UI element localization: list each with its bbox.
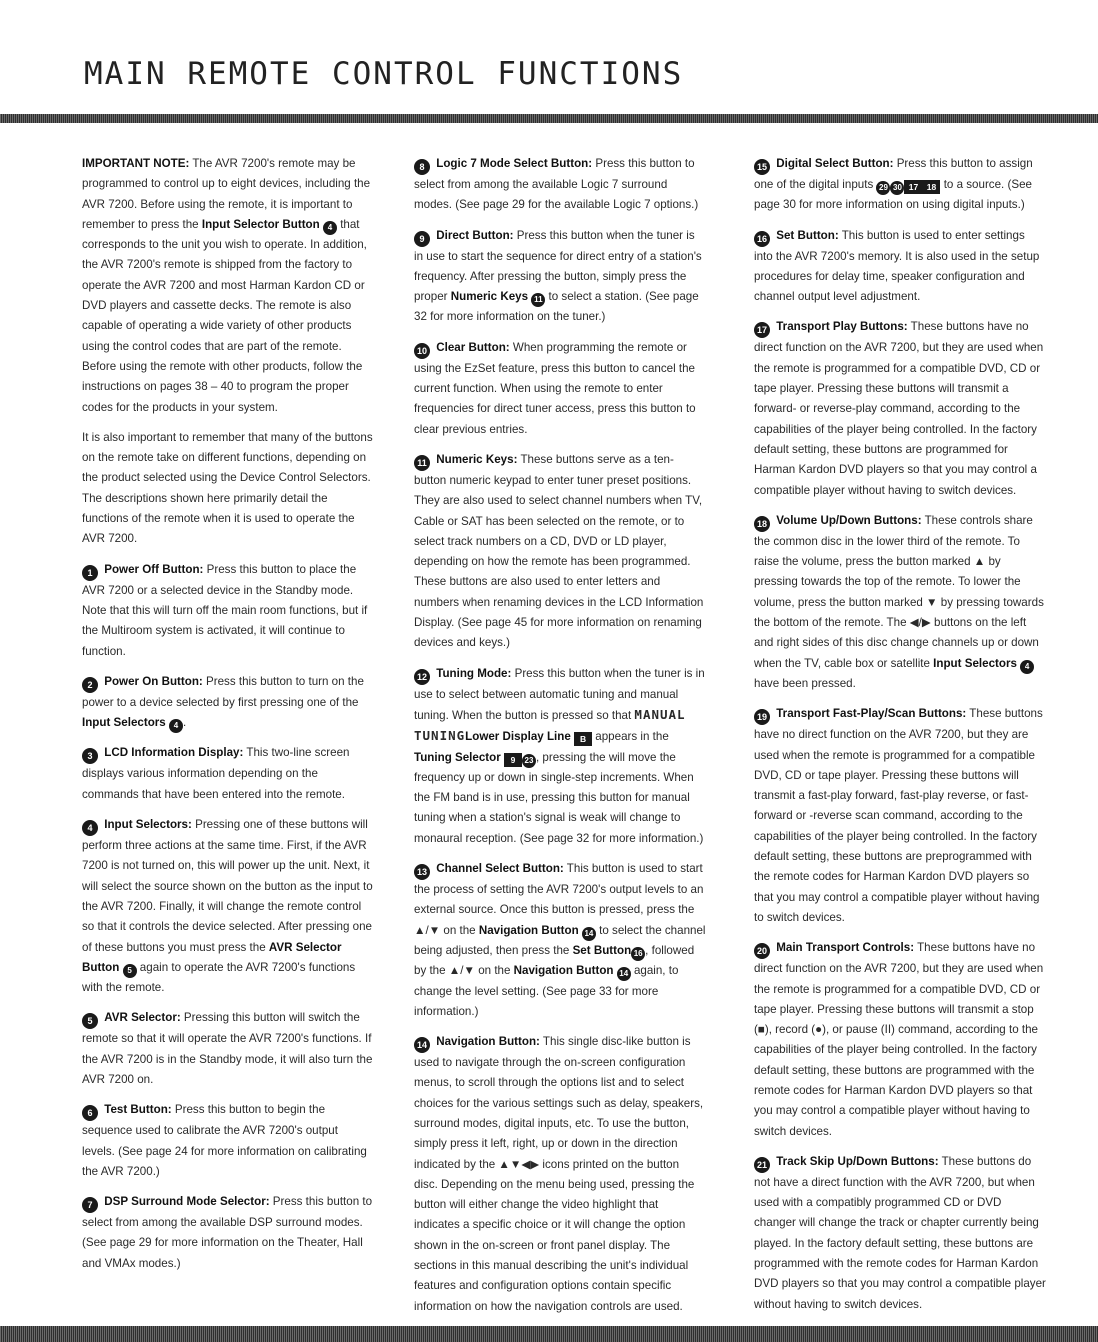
digital-input-ref: 29: [876, 181, 890, 195]
bold-term: Power Off Button:: [104, 562, 204, 576]
function-item-4: [82, 815, 374, 998]
bold-term: Input Selector Button: [201, 217, 320, 231]
body-text: appears in the: [592, 730, 669, 744]
callout-number: 17: [754, 322, 770, 338]
body-text: will move the frequency up or down in single-step increments. When the FM band is in use, pressing this button for manual tuning when a station's signal is weak will change to monaural reception. (See page 32 for more information.): [414, 750, 704, 845]
digital-input-ref: 30: [890, 181, 904, 195]
bold-term: Tuning Selector: [414, 750, 501, 764]
function-item-17: [754, 317, 1046, 500]
display-ref: B: [574, 732, 592, 746]
body-text: that corresponds to the unit you wish to operate. In addition, the AVR 7200's remote is shipped from the factory to operate the AVR 7200 and most Harman Kardon CD or DVD players and cassette decks. The remote is also capable of operating a wide variety of other products using the control codes that are part of the remote. Before using the remote with other products, follow the instructions on pages 38 – 40 to program the proper codes for the products in your system.: [82, 217, 367, 414]
body-text: , pressing the: [535, 750, 609, 764]
bold-term: Transport Play Buttons:: [776, 320, 908, 334]
function-item-10: [414, 338, 706, 440]
function-item-12: [414, 664, 706, 849]
callout-number: 3: [82, 748, 98, 764]
callout-ref: 14: [582, 927, 596, 941]
bold-term: Power On Button:: [104, 674, 203, 688]
body-text: Press this button to place the AVR 7200 or a selected device in the Standby mode. Note that this will turn off the main room functions, but if the Multiroom system is activated, it will continue to function.: [82, 562, 368, 658]
body-text: These buttons have no direct function on the AVR 7200, but they are used when the remote is programmed for a compatible DVD, CD or tape player. Pressing these buttons will transmit a forward- or reverse-play command, according to the capabilities of the player being controlled. In the factory default setting, these buttons are programmed for Harman Kardon DVD players so that you may control a compatible player without having to switch devices.: [754, 320, 1044, 497]
body-text: This single disc-like button is used to navigate through the on-screen configuration menus, to scroll through the options list and to select choices for the various settings such as delay, speakers, surround modes, digital inputs, etc. To use the button, simply press it left, right, up or down in the direction indicated by the ▲▼◀▶ icons printed on the button disc. Depending on the menu being used, pressing the button will either change the video highlight that indicates a specific choice or it will change the option shown in the on-screen or front panel display. The sections in this manual describing the unit's individual features and configuration options contain specific information on how the navigation controls are used.: [414, 1035, 704, 1313]
digital-input-ref: 18: [922, 180, 940, 194]
function-item-14: [414, 1032, 706, 1317]
function-item-15: [754, 154, 1046, 216]
callout-ref: 14: [617, 967, 631, 981]
bold-term: Transport Fast-Play/Scan Buttons:: [776, 707, 967, 721]
callout-number: 2: [82, 677, 98, 693]
body-text: Press this button when the tuner is in use to start the sequence for direct entry of a station's frequency. After pressing the button, simply press the proper: [414, 228, 702, 304]
display-ref: 9: [504, 753, 522, 767]
callout-number: 19: [754, 709, 770, 725]
callout-number: 1: [82, 565, 98, 581]
callout-number: 5: [82, 1013, 98, 1029]
function-item-6: [82, 1100, 374, 1182]
bold-term: AVR Selector Button: [82, 940, 342, 974]
body-text: The AVR 7200's remote may be programmed to control up to eight devices, including the AVR 7200. Before using the remote, it is important to remember to press the: [82, 157, 371, 231]
bold-term: Navigation Button: [513, 964, 614, 978]
callout-number: 16: [754, 231, 770, 247]
bold-term: Set Button: [572, 943, 632, 957]
bold-term: Navigation Button: [478, 923, 579, 937]
function-item-18: [754, 511, 1046, 694]
bold-term: Numeric Keys: [450, 290, 529, 304]
bold-term: Input Selectors: [933, 656, 1017, 670]
bold-term: LCD Information Display:: [104, 746, 244, 760]
body-text: to a source. (See page 30 for more information on using digital inputs.): [754, 178, 1032, 212]
column-1: [82, 154, 374, 1284]
function-item-16: [754, 226, 1046, 308]
function-item-20: [754, 938, 1046, 1142]
callout-number: 14: [414, 1037, 430, 1053]
bold-term: Volume Up/Down Buttons:: [776, 513, 922, 527]
callout-ref: 23: [522, 754, 536, 768]
bold-term: Digital Select Button:: [776, 157, 894, 170]
function-item-8: [414, 154, 706, 216]
bold-term: Main Transport Controls:: [776, 941, 915, 955]
bold-term: Input Selectors: [82, 716, 166, 730]
callout-ref: 4: [169, 719, 183, 733]
callout-number: 7: [82, 1197, 98, 1213]
body-text: It is also important to remember that many of the buttons on the remote take on different functions, depending on the product selected using the Device Control Selectors. The descriptions shown here primarily detail the functions of the remote when it is used to operate the AVR 7200.: [82, 430, 373, 546]
body-text: Press this button to assign one of the digital inputs: [754, 157, 1033, 191]
callout-number: 15: [754, 159, 770, 175]
function-item-9: [414, 226, 706, 328]
body-text: This two-line screen displays various information depending on the commands that have been entered into the remote.: [82, 746, 350, 801]
body-text: Press this button to select from among the available Logic 7 surround modes. (See page 29 for the available Logic 7 options.): [414, 157, 699, 212]
function-item-1: [82, 560, 374, 662]
body-text: .: [182, 716, 187, 730]
bold-term: Logic 7 Mode Select Button:: [436, 157, 593, 170]
body-text: Pressing this button will switch the remote so that it will operate the AVR 7200's functions. If the AVR 7200 is in the Standby mode, it will also turn the AVR 7200 on.: [82, 1011, 373, 1086]
paragraph: [82, 154, 374, 418]
function-item-21: [754, 1152, 1046, 1315]
body-text: again to operate the AVR 7200's functions with the remote.: [82, 960, 356, 995]
header-rule: [0, 114, 1098, 123]
bold-term: Set Button:: [776, 228, 839, 242]
callout-number: 4: [82, 820, 98, 836]
callout-ref: 4: [1020, 660, 1034, 674]
callout-number: 6: [82, 1105, 98, 1121]
bold-term: IMPORTANT NOTE:: [82, 157, 190, 170]
callout-ref: 11: [531, 293, 545, 307]
bold-term: Direct Button:: [436, 228, 514, 242]
function-item-11: [414, 450, 706, 654]
function-item-5: [82, 1008, 374, 1090]
body-text: have been pressed.: [754, 676, 856, 690]
callout-number: 9: [414, 231, 430, 247]
bold-term: Tuning Mode:: [436, 666, 512, 680]
body-text: These buttons have no direct function on the AVR 7200, but they are used when the remote is programmed for a compatible DVD, CD or tape player. Pressing these buttons will transmit a fast-play forward, fast-play reverse, or fast-forward or -reverse scan command, according to the capabilities of the player being controlled. In the factory default setting, these buttons are preprogrammed with the remote codes for Harman Kardon DVD players so that you may control a compatible player without having to switch devices.: [754, 707, 1043, 924]
bold-term: Lower Display Line: [465, 730, 571, 744]
display-text: MANUAL TUNING: [414, 706, 686, 744]
bold-term: AVR Selector:: [104, 1011, 181, 1025]
body-text: When programming the remote or using the EzSet feature, press this button to cancel the current function. When using the remote to enter frequencies for direct tuner access, press this button to clear previous entries.: [414, 340, 696, 436]
callout-number: 20: [754, 943, 770, 959]
callout-number: 13: [414, 864, 430, 880]
function-item-2: [82, 672, 374, 734]
body-text: This button is used to enter settings into the AVR 7200's memory. It is also used in the setup procedures for delay time, speaker configuration and channel output level adjustment.: [754, 228, 1040, 304]
body-text: This button is used to start the process of setting the AVR 7200's output levels to an external source. Once this button is pressed, press the ▲/▼ on the: [414, 862, 704, 937]
bold-term: Test Button:: [104, 1103, 172, 1117]
bold-term: Channel Select Button:: [436, 862, 564, 876]
body-text: to select the channel being adjusted, then press the: [414, 923, 706, 957]
body-text: Press this button to turn on the power to a device selected by first pressing one of the: [82, 674, 364, 709]
callout-number: 11: [414, 455, 430, 471]
body-text: Press this button to begin the sequence used to calibrate the AVR 7200's output levels. (See page 24 for more information on calibrating the AVR 7200.): [82, 1103, 367, 1178]
column-3: [754, 154, 1046, 1325]
body-text: These controls share the common disc in the lower third of the remote. To raise the volume, press the button marked ▲ by pressing towards the top of the remote. To lower the volume, press the button marked ▼ by pressing towards the bottom of the remote. The ◀/▶ buttons on the left and right sides of this disc change channels up or down when the TV, cable box or satellite: [754, 513, 1044, 670]
body-text: Press this button when the tuner is in use to select between automatic tuning and manual tuning. When the button is pressed so that: [414, 666, 705, 722]
digital-input-ref: 17: [904, 180, 922, 194]
function-item-3: [82, 743, 374, 805]
callout-number: 8: [414, 159, 430, 175]
function-item-7: [82, 1192, 374, 1274]
body-text: These buttons do not have a direct function with the AVR 7200, but when used with a compatibly programmed CD or DVD changer will change the track or chapter currently being played. In the factory default setting, these buttons are programmed with the remote codes for Harman Kardon DVD players so that you may control a compatible player without having to switch devices.: [754, 1154, 1046, 1311]
paragraph: [82, 428, 374, 550]
function-item-19: [754, 704, 1046, 928]
bold-term: Numeric Keys:: [436, 452, 518, 466]
bold-term: DSP Surround Mode Selector:: [104, 1195, 270, 1209]
callout-ref: 5: [123, 964, 137, 978]
bold-term: Clear Button:: [436, 340, 510, 354]
bold-term: Input Selectors:: [104, 818, 192, 832]
body-text: again, to change the level setting. (See page 33 for more information.): [414, 964, 679, 1018]
callout-number: 18: [754, 516, 770, 532]
body-text: to select a station. (See page 32 for more information on the tuner.): [414, 290, 699, 324]
body-text: These buttons serve as a ten-button numeric keypad to enter tuner preset positions. They are also used to select channel numbers when TV, Cable or SAT has been selected on the remote, or to select track numbers on a CD, DVD or LD player, depending on how the remote has been programmed. These buttons are also used to enter letters and numbers when renaming devices in the LCD Information Display. (See page 45 for more information on renaming devices and keys.): [414, 452, 704, 650]
callout-number: 21: [754, 1157, 770, 1173]
bold-term: Navigation Button:: [436, 1035, 540, 1049]
function-item-13: [414, 859, 706, 1022]
page-title: MAIN REMOTE CONTROL FUNCTIONS: [84, 56, 684, 92]
callout-number: 12: [414, 669, 430, 685]
callout-ref: 4: [323, 221, 337, 235]
column-2: [414, 154, 706, 1327]
footer-rule: [0, 1326, 1098, 1342]
callout-number: 10: [414, 343, 430, 359]
bold-term: Track Skip Up/Down Buttons:: [776, 1154, 939, 1168]
body-text: These buttons have no direct function on the AVR 7200, but they are used when the remote is programmed for a compatible DVD, CD or tape player. Pressing these buttons will transmit a stop (■), record (●), or pause (II) command, according to the capabilities of the player being controlled. In the factory default setting, these buttons are programmed with the remote codes for Harman Kardon DVD players so that you may control a compatible player without having to switch devices.: [754, 941, 1044, 1138]
body-text: Press this button to select from among the available DSP surround modes. (See page 29 for more information on the Theater, Hall and VMAx modes.): [82, 1195, 373, 1270]
body-text: , followed by the ▲/▼ on the: [414, 943, 695, 978]
body-text: Pressing one of these buttons will perform three actions at the same time. First, if the AVR 7200 is not turned on, this will power up the unit. Next, it will select the source shown on the button as the input to the AVR 7200. Finally, it will change the remote control so that it controls the device selected. After pressing one of these buttons you must press the: [82, 818, 373, 954]
callout-ref: 16: [631, 947, 645, 961]
